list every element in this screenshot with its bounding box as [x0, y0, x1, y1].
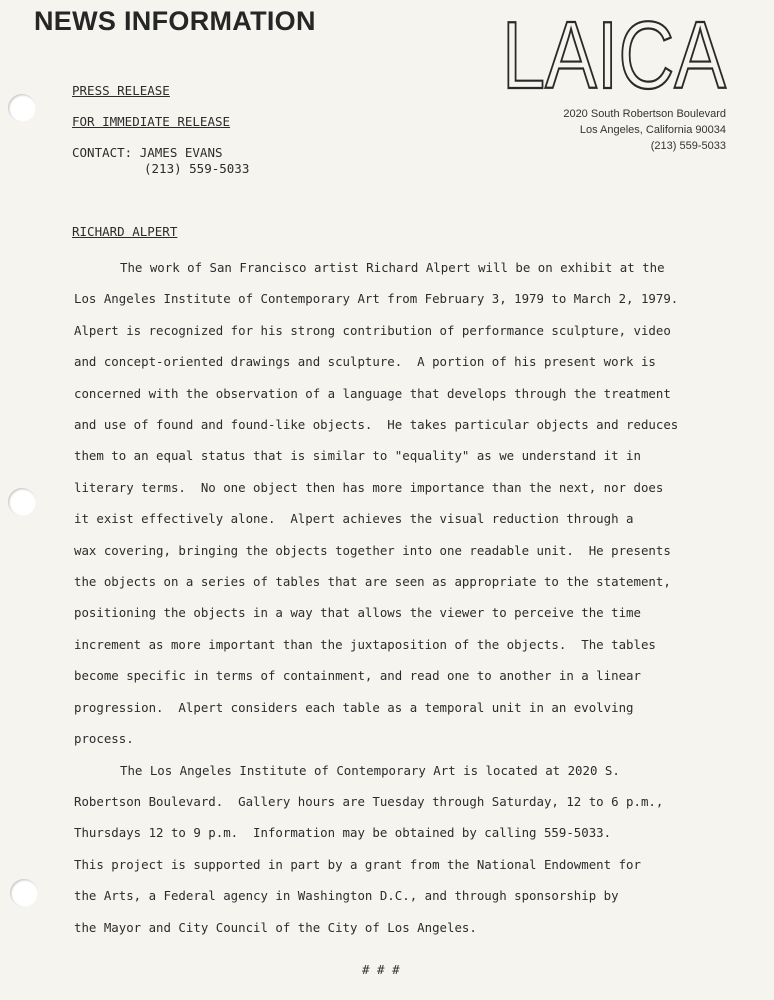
body-line: them to an equal status that is similar to "equality" as we understand it in: [74, 448, 641, 464]
body-line: the objects on a series of tables that are seen as appropriate to the statement,: [74, 574, 671, 590]
body-line: process.: [74, 731, 134, 747]
article-body: [74, 252, 724, 943]
body-line: Thursdays 12 to 9 p.m. Information may be obtained by calling 559-5033.: [74, 825, 612, 841]
punch-hole-middle: [8, 488, 36, 516]
body-line: the Arts, a Federal agency in Washington D.C., and through sponsorship by: [74, 888, 619, 904]
body-line: progression. Alpert considers each table as a temporal unit in an evolving: [74, 699, 634, 715]
body-line: literary terms. No one object then has more importance than the next, nor does: [74, 479, 664, 495]
body-line: Robertson Boulevard. Gallery hours are Tuesday through Saturday, 12 to 6 p.m.,: [74, 793, 664, 809]
body-line: become specific in terms of containment, and read one to another in a linear: [74, 668, 641, 684]
news-information-title: NEWS INFORMATION: [34, 6, 316, 36]
body-line: Los Angeles Institute of Contemporary Art from February 3, 1979 to March 2, 1979.: [74, 291, 679, 307]
article-heading: RICHARD ALPERT: [72, 224, 178, 239]
address-phone: (213) 559-5033: [650, 140, 726, 152]
body-line: it exist effectively alone. Alpert achieves the visual reduction through a: [74, 511, 634, 527]
body-line: The Los Angeles Institute of Contemporary Art is located at 2020 S.: [120, 762, 620, 778]
body-line: wax covering, bringing the objects together into one readable unit. He presents: [74, 542, 671, 558]
body-line: Alpert is recognized for his strong contribution of performance sculpture, video: [74, 322, 671, 338]
address-city: Los Angeles, California 90034: [579, 124, 726, 136]
laica-logo: [500, 2, 728, 109]
body-line: concerned with the observation of a language that develops through the treatment: [74, 385, 671, 401]
punch-hole-bottom: [10, 879, 38, 907]
laica-logo-text: LAICA: [502, 2, 726, 109]
address-block: [563, 106, 726, 154]
body-line: positioning the objects in a way that allows the viewer to perceive the time: [74, 605, 641, 621]
body-line: This project is supported in part by a grant from the National Endowment for: [74, 856, 641, 872]
address-street: 2020 South Robertson Boulevard: [563, 108, 726, 120]
end-marks: # # #: [362, 962, 400, 977]
immediate-release-label: FOR IMMEDIATE RELEASE: [72, 114, 231, 129]
body-line: increment as more important than the juxtaposition of the objects. The tables: [74, 636, 656, 652]
body-line: and use of found and found-like objects. He takes particular objects and reduces: [74, 417, 679, 433]
body-line: the Mayor and City Council of the City of Los Angeles.: [74, 919, 477, 935]
body-line: The work of San Francisco artist Richard Alpert will be on exhibit at the: [120, 260, 665, 275]
body-line: and concept-oriented drawings and sculpture. A portion of his present work is: [74, 354, 656, 370]
contact-name: CONTACT: JAMES EVANS: [72, 145, 223, 160]
press-release-label: PRESS RELEASE: [72, 83, 170, 98]
punch-hole-top: [8, 94, 36, 122]
contact-phone: (213) 559-5033: [144, 161, 250, 176]
